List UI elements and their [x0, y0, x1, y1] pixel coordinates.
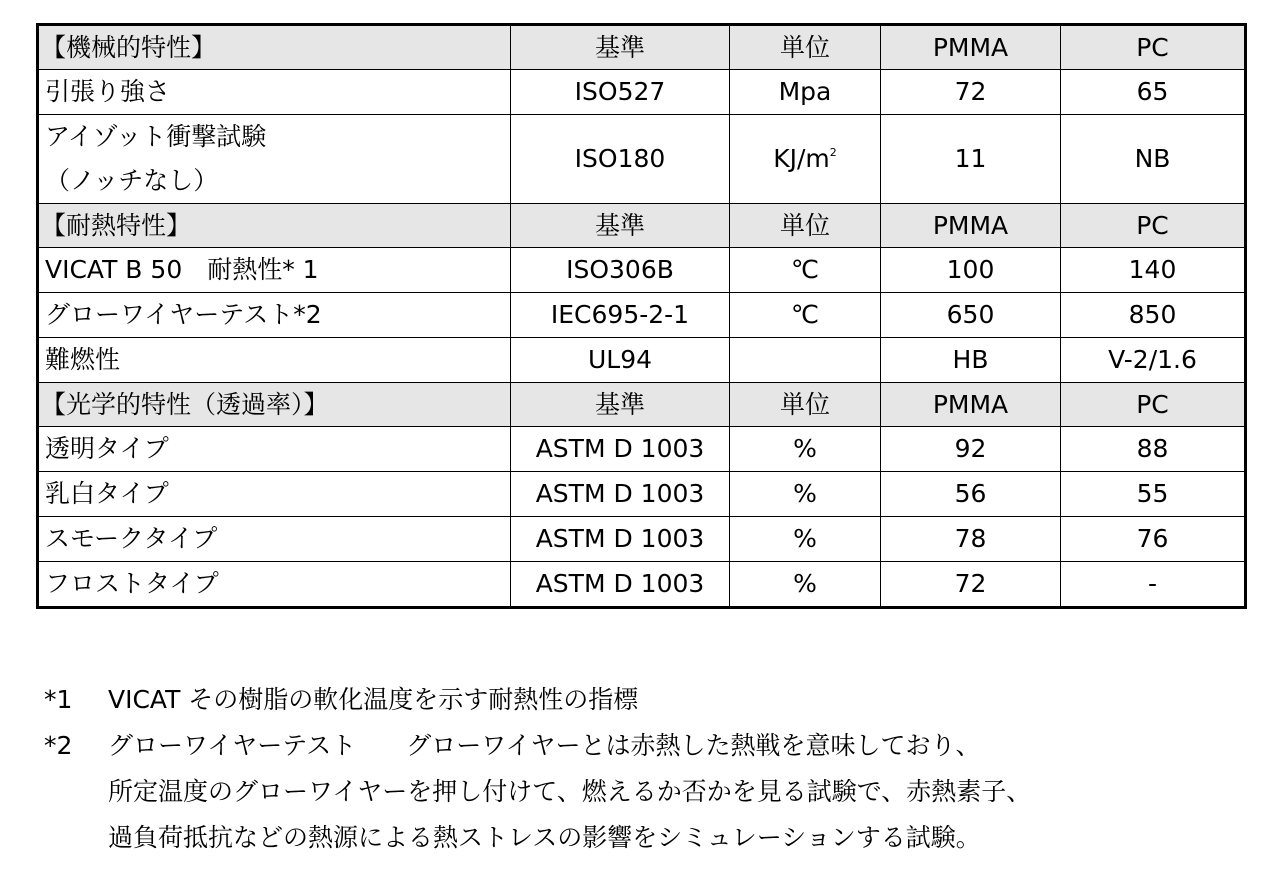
unit-header: 単位	[730, 204, 881, 248]
pc-cell: V-2/1.6	[1061, 338, 1246, 383]
pc-cell: 55	[1061, 472, 1246, 517]
table-row	[38, 338, 1246, 383]
standard-header: 基準	[511, 383, 730, 427]
property-name	[38, 427, 511, 472]
pc-cell: 850	[1061, 293, 1246, 338]
unit-value: %	[793, 524, 817, 553]
property-name-line: アイゾット衝撃試験	[45, 122, 267, 151]
standard-cell: IEC695-2-1	[511, 293, 730, 338]
standard-cell: ASTM D 1003	[511, 562, 730, 608]
footnote-mark: *1	[44, 685, 73, 714]
unit-value: ℃	[790, 255, 820, 284]
footnote-line	[44, 723, 1031, 769]
property-name-line: 乳白タイプ	[45, 479, 169, 508]
footnote-line	[44, 815, 1031, 861]
footnote-text: VICAT その樹脂の軟化温度を示す耐熱性の指標	[108, 685, 639, 714]
pmma-cell: 650	[881, 293, 1061, 338]
pmma-header: PMMA	[881, 25, 1061, 70]
table-row	[38, 115, 1246, 204]
pc-cell: 140	[1061, 248, 1246, 293]
pmma-header: PMMA	[881, 383, 1061, 427]
footnote-text: グローワイヤーテスト グローワイヤーとは赤熱した熱戦を意味しており、	[108, 731, 981, 760]
unit-cell	[730, 517, 881, 562]
pmma-header: PMMA	[881, 204, 1061, 248]
property-name	[38, 562, 511, 608]
property-name-line: （ノッチなし）	[45, 166, 219, 195]
table-row	[38, 517, 1246, 562]
property-name	[38, 517, 511, 562]
pmma-cell: 72	[881, 70, 1061, 115]
properties-table-body	[38, 25, 1246, 608]
footnote-text: 過負荷抵抗などの熱源による熱ストレスの影響をシミュレーションする試験。	[108, 823, 981, 852]
pc-header: PC	[1061, 383, 1246, 427]
property-name-line: フロストタイプ	[45, 569, 219, 598]
pc-cell: 65	[1061, 70, 1246, 115]
property-name-line: グローワイヤーテスト*2	[45, 300, 322, 329]
unit-cell	[730, 562, 881, 608]
footnote-line	[44, 677, 1031, 723]
pmma-cell: 78	[881, 517, 1061, 562]
pc-cell: -	[1061, 562, 1246, 608]
table-row	[38, 293, 1246, 338]
standard-cell: ASTM D 1003	[511, 472, 730, 517]
unit-cell	[730, 70, 881, 115]
footnotes	[44, 677, 1031, 861]
pc-header: PC	[1061, 204, 1246, 248]
unit-cell	[730, 115, 881, 204]
unit-cell	[730, 472, 881, 517]
property-name	[38, 248, 511, 293]
standard-cell: ISO527	[511, 70, 730, 115]
unit-value: %	[793, 569, 817, 598]
standard-cell: ISO180	[511, 115, 730, 204]
section-title: 【耐熱特性】	[38, 204, 511, 248]
property-name-line: 透明タイプ	[45, 434, 169, 463]
standard-cell: UL94	[511, 338, 730, 383]
section-header-row	[38, 383, 1246, 427]
unit-header: 単位	[730, 383, 881, 427]
unit-value: ℃	[790, 300, 820, 329]
standard-header: 基準	[511, 25, 730, 70]
footnote-mark: *2	[44, 731, 73, 760]
table-row	[38, 70, 1246, 115]
section-header-row	[38, 204, 1246, 248]
table-row	[38, 427, 1246, 472]
pmma-cell: HB	[881, 338, 1061, 383]
unit-value: Mpa	[778, 77, 832, 106]
table-row	[38, 472, 1246, 517]
section-title: 【機械的特性】	[38, 25, 511, 70]
property-name-line: VICAT B 50 耐熱性* 1	[45, 255, 319, 284]
standard-header: 基準	[511, 204, 730, 248]
property-name-line: 引張り強さ	[45, 77, 171, 106]
property-name-line: スモークタイプ	[45, 524, 218, 553]
standard-cell: ASTM D 1003	[511, 517, 730, 562]
footnote-line	[44, 769, 1031, 815]
unit-header: 単位	[730, 25, 881, 70]
property-name	[38, 338, 511, 383]
pc-header: PC	[1061, 25, 1246, 70]
property-name	[38, 70, 511, 115]
pc-cell: 88	[1061, 427, 1246, 472]
footnote-text: 所定温度のグローワイヤーを押し付けて、燃えるか否かを見る試験で、赤熱素子、	[108, 777, 1032, 806]
pmma-cell: 56	[881, 472, 1061, 517]
unit-cell	[730, 338, 881, 383]
section-header-row	[38, 25, 1246, 70]
unit-value: %	[793, 479, 817, 508]
unit-cell	[730, 293, 881, 338]
property-name	[38, 115, 511, 204]
standard-cell: ASTM D 1003	[511, 427, 730, 472]
unit-cell	[730, 248, 881, 293]
pc-cell: 76	[1061, 517, 1246, 562]
property-name	[38, 293, 511, 338]
properties-table	[36, 23, 1247, 609]
pc-cell: NB	[1061, 115, 1246, 204]
table-row	[38, 562, 1246, 608]
pmma-cell: 11	[881, 115, 1061, 204]
unit-value: %	[793, 434, 817, 463]
table-row	[38, 248, 1246, 293]
pmma-cell: 100	[881, 248, 1061, 293]
property-name-line: 難燃性	[45, 345, 121, 374]
standard-cell: ISO306B	[511, 248, 730, 293]
unit-value: KJ/m	[773, 144, 830, 173]
section-title: 【光学的特性（透過率）】	[38, 383, 511, 427]
unit-superscript: 2	[829, 146, 837, 159]
unit-cell	[730, 427, 881, 472]
pmma-cell: 72	[881, 562, 1061, 608]
property-name	[38, 472, 511, 517]
pmma-cell: 92	[881, 427, 1061, 472]
